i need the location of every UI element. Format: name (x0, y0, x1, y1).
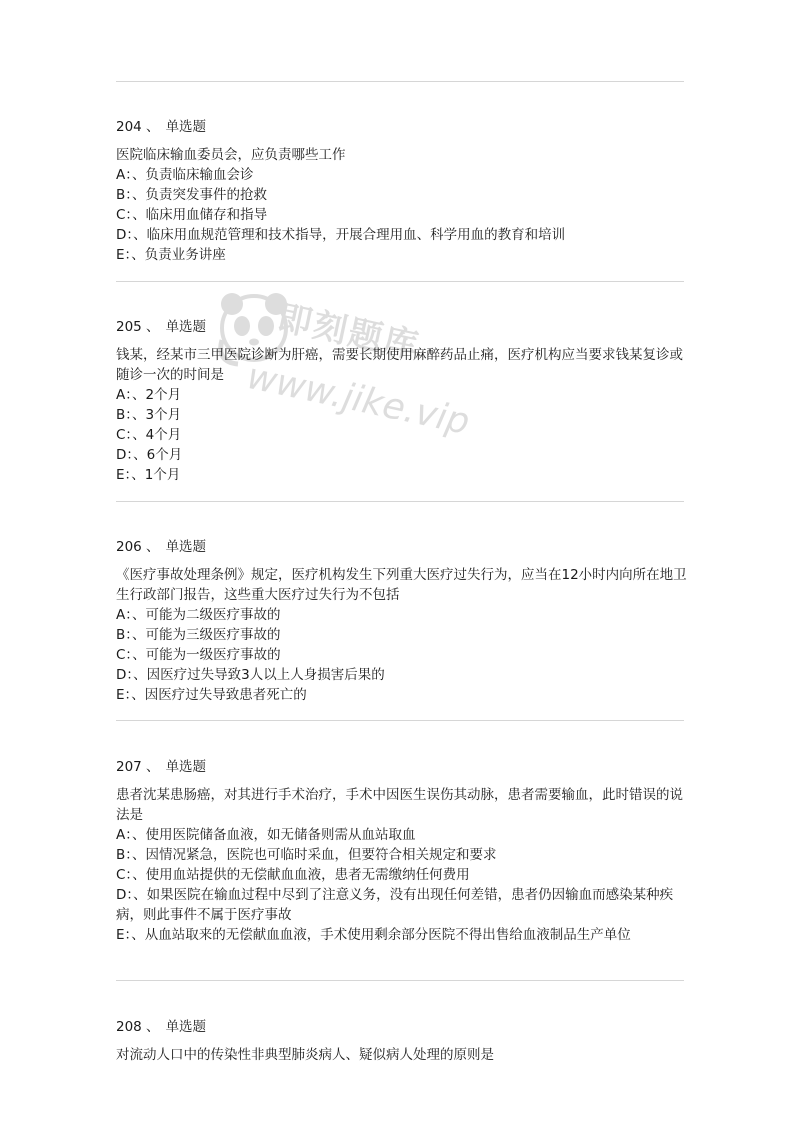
option-text: 、使用血站提供的无偿献血血液，患者无需缴纳任何费用 (132, 867, 470, 883)
option-list (116, 165, 688, 265)
question-stem: 钱某，经某市三甲医院诊断为肝癌，需要长期使用麻醉药品止痛，医疗机构应当要求钱某复诊或随诊一次的时间是 (116, 347, 683, 383)
option-text: 、4个月 (132, 427, 182, 443)
question-header (116, 1017, 688, 1037)
watermark-brand: 即刻题库 (274, 297, 424, 367)
option-c[interactable] (116, 205, 688, 225)
question-type: 单选题 (165, 1019, 207, 1035)
separator-line (116, 81, 684, 82)
option-letter: D： (116, 227, 134, 243)
option-b[interactable] (116, 625, 688, 645)
question-207 (116, 757, 688, 945)
question-number: 206 、 (116, 539, 160, 555)
separator-line (116, 980, 684, 981)
question-stem: 患者沈某患肠癌，对其进行手术治疗，手术中因医生误伤其动脉，患者需要输血，此时错误的说法是 (116, 787, 683, 823)
option-b[interactable] (116, 845, 688, 865)
option-text: 、负责临床输血会诊 (132, 167, 254, 183)
option-text: 、6个月 (133, 447, 183, 463)
option-letter: C： (116, 647, 133, 663)
option-text: 、2个月 (132, 387, 182, 403)
question-stem: 医院临床输血委员会，应负责哪些工作 (116, 147, 346, 163)
option-e[interactable] (116, 925, 688, 945)
question-number: 205 、 (116, 319, 160, 335)
option-d[interactable] (116, 665, 688, 685)
question-header (116, 757, 688, 777)
option-c[interactable] (116, 865, 688, 885)
option-text: 、使用医院储备血液，如无储备则需从血站取血 (132, 827, 416, 843)
option-text: 、1个月 (131, 467, 181, 483)
option-letter: E： (116, 687, 132, 703)
option-list (116, 385, 688, 485)
option-letter: E： (116, 467, 132, 483)
separator-line (116, 720, 684, 721)
option-letter: B： (116, 627, 133, 643)
option-letter: B： (116, 407, 133, 423)
option-letter: B： (116, 847, 133, 863)
option-text: 、3个月 (132, 407, 182, 423)
question-header (116, 537, 688, 557)
question-208 (116, 1017, 688, 1065)
question-number: 208 、 (116, 1019, 160, 1035)
question-type: 单选题 (165, 539, 207, 555)
option-a[interactable] (116, 165, 688, 185)
separator-line (116, 281, 684, 282)
option-list (116, 605, 688, 705)
option-b[interactable] (116, 185, 688, 205)
question-number: 204 、 (116, 119, 160, 135)
watermark-url: www.jike.vip (243, 356, 474, 444)
option-letter: D： (116, 887, 134, 903)
option-c[interactable] (116, 425, 688, 445)
option-text: 、临床用血规范管理和技术指导，开展合理用血、科学用血的教育和培训 (133, 227, 566, 243)
question-206 (116, 537, 688, 705)
option-d[interactable] (116, 445, 688, 465)
option-a[interactable] (116, 825, 688, 845)
option-text: 、从血站取来的无偿献血血液，手术使用剩余部分医院不得出售给血液制品生产单位 (131, 927, 631, 943)
option-c[interactable] (116, 645, 688, 665)
question-205 (116, 317, 688, 485)
question-stem: 《医疗事故处理条例》规定，医疗机构发生下列重大医疗过失行为，应当在12小时内向所在地卫生行政部门报告，这些重大医疗过失行为不包括 (116, 567, 687, 603)
option-text: 、因医疗过失导致3人以上人身损害后果的 (133, 667, 385, 683)
question-stem: 对流动人口中的传染性非典型肺炎病人、疑似病人处理的原则是 (116, 1047, 494, 1063)
option-letter: D： (116, 447, 134, 463)
question-type: 单选题 (165, 319, 207, 335)
question-header (116, 117, 688, 137)
option-text: 、如果医院在输血过程中尽到了注意义务，没有出现任何差错，患者仍因输血而感染某种疾病，则此事件不属于医疗事故 (116, 887, 674, 923)
option-d[interactable] (116, 885, 688, 925)
option-letter: D： (116, 667, 134, 683)
option-b[interactable] (116, 405, 688, 425)
option-letter: C： (116, 427, 133, 443)
option-letter: A： (116, 827, 132, 843)
option-e[interactable] (116, 685, 688, 705)
option-e[interactable] (116, 465, 688, 485)
option-letter: A： (116, 607, 132, 623)
option-letter: C： (116, 207, 133, 223)
option-list (116, 825, 688, 945)
option-letter: E： (116, 927, 132, 943)
option-e[interactable] (116, 245, 688, 265)
separator-line (116, 501, 684, 502)
option-d[interactable] (116, 225, 688, 245)
question-number: 207 、 (116, 759, 160, 775)
option-text: 、因情况紧急，医院也可临时采血，但要符合相关规定和要求 (132, 847, 497, 863)
question-header (116, 317, 688, 337)
option-letter: C： (116, 867, 133, 883)
option-a[interactable] (116, 385, 688, 405)
option-text: 、临床用血储存和指导 (132, 207, 268, 223)
option-text: 、负责业务讲座 (131, 247, 226, 263)
option-letter: B： (116, 187, 133, 203)
question-type: 单选题 (165, 119, 207, 135)
option-text: 、负责突发事件的抢救 (132, 187, 268, 203)
question-type: 单选题 (165, 759, 207, 775)
option-letter: E： (116, 247, 132, 263)
option-a[interactable] (116, 605, 688, 625)
option-text: 、可能为三级医疗事故的 (132, 627, 281, 643)
option-text: 、可能为一级医疗事故的 (132, 647, 281, 663)
option-letter: A： (116, 167, 132, 183)
option-text: 、因医疗过失导致患者死亡的 (131, 687, 307, 703)
option-letter: A： (116, 387, 132, 403)
option-text: 、可能为二级医疗事故的 (132, 607, 281, 623)
question-204 (116, 117, 688, 265)
